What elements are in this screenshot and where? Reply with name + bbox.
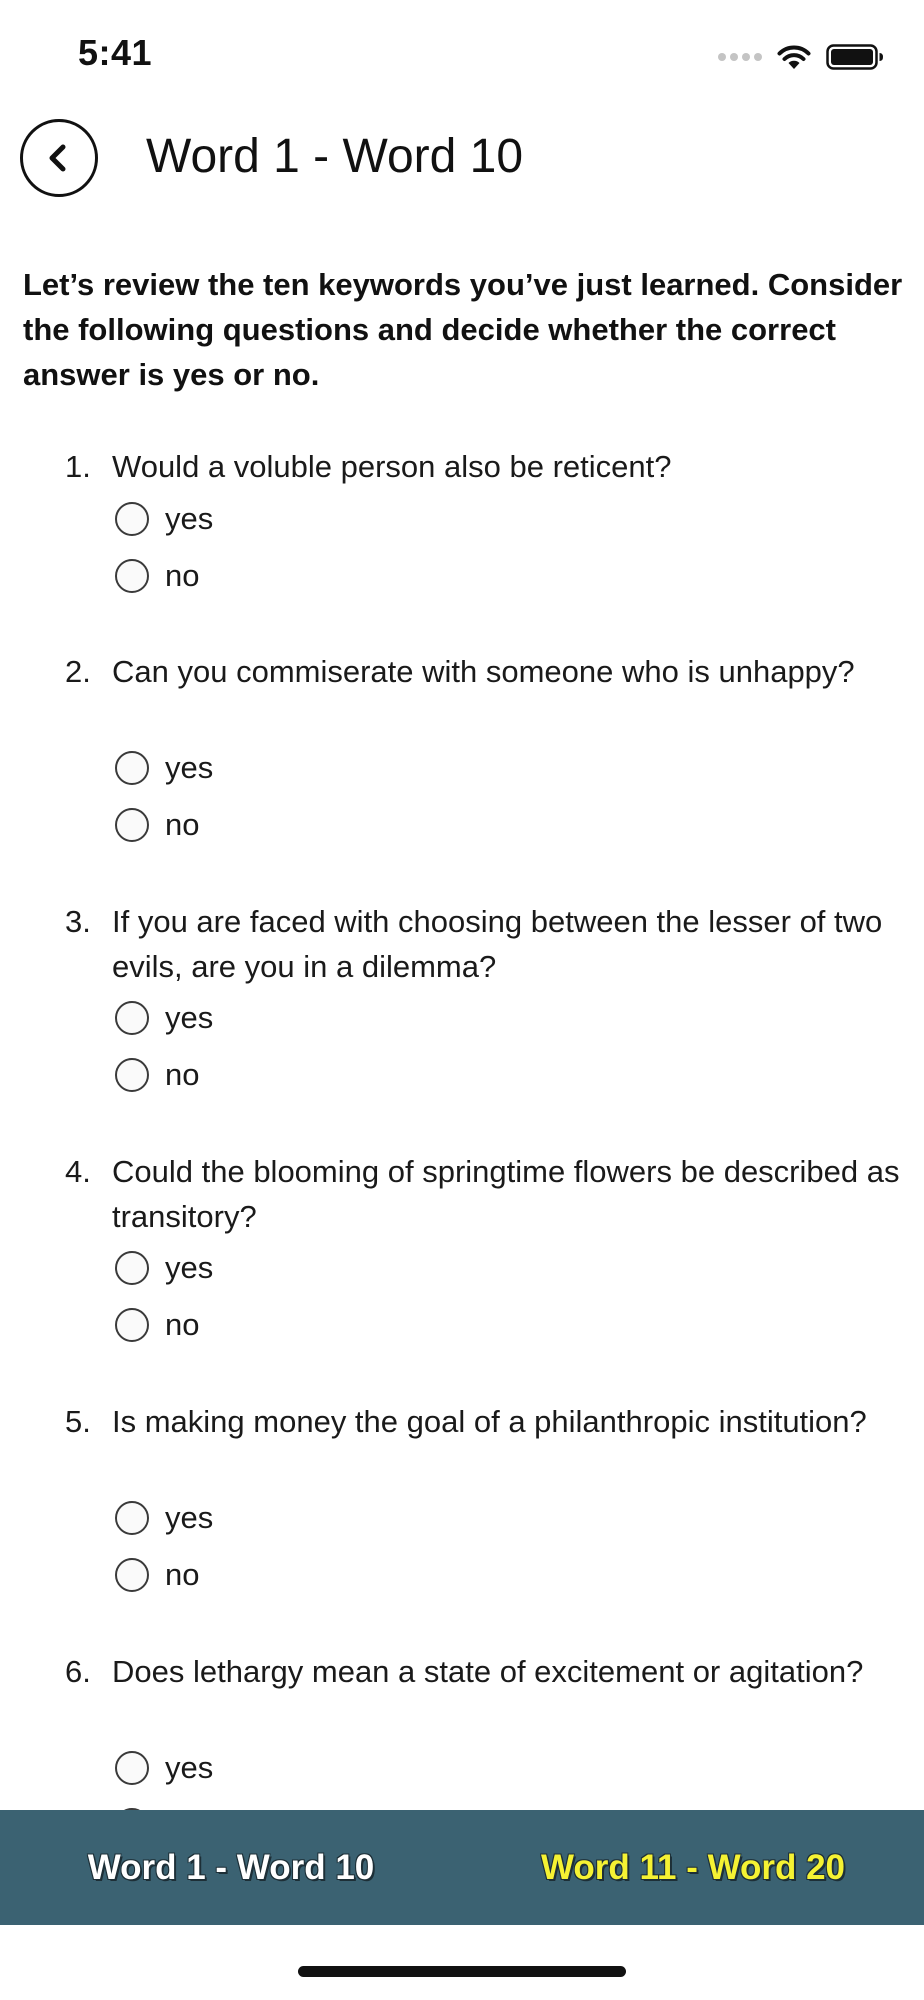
radio-button[interactable]	[115, 1058, 149, 1092]
quiz-content[interactable]	[0, 262, 924, 1810]
back-button[interactable]	[20, 119, 98, 197]
option-label: no	[165, 1307, 200, 1342]
status-bar	[0, 0, 924, 110]
radio-button[interactable]	[115, 1251, 149, 1285]
wifi-icon	[776, 43, 812, 71]
bottom-nav	[0, 1810, 924, 1925]
option-label: yes	[165, 1000, 214, 1035]
radio-button[interactable]	[115, 1558, 149, 1592]
battery-icon	[826, 43, 884, 71]
option-label: no	[165, 1057, 200, 1092]
signal-dots-icon	[718, 53, 762, 61]
option-label: no	[165, 1557, 200, 1592]
question-number: 5.	[65, 1404, 91, 1439]
option-label: no	[165, 558, 200, 593]
option-yes[interactable]	[112, 743, 213, 793]
option-yes[interactable]	[112, 1743, 213, 1793]
question-text: Does lethargy mean a state of excitement or agitation?	[112, 1654, 864, 1689]
page-title: Word 1 - Word 10	[146, 130, 524, 183]
status-time: 5:41	[78, 32, 153, 73]
radio-button[interactable]	[115, 808, 149, 842]
option-yes[interactable]	[112, 1493, 213, 1543]
option-yes[interactable]	[112, 494, 213, 544]
radio-button[interactable]	[115, 1308, 149, 1342]
chevron-left-icon	[39, 138, 79, 178]
intro-text: Let’s review the ten keywords you’ve just learned. Consider the following questions and decide whether the correct answer is yes or no.	[23, 267, 903, 392]
radio-button[interactable]	[115, 1501, 149, 1535]
question-number: 2.	[65, 654, 91, 689]
question-text: If you are faced with choosing between the lesser of two evils, are you in a dilemma?	[112, 904, 883, 984]
nav-word-11-20[interactable]: Word 11 - Word 20	[540, 1847, 846, 1887]
question-number: 3.	[65, 904, 91, 939]
question-text: Would a voluble person also be reticent?	[112, 449, 672, 484]
option-label: yes	[165, 501, 214, 536]
option-no[interactable]	[112, 1050, 199, 1100]
radio-button[interactable]	[115, 1751, 149, 1785]
home-indicator[interactable]	[298, 1966, 626, 1977]
option-label: no	[165, 807, 200, 842]
option-no[interactable]	[112, 1550, 199, 1600]
question-text: Can you commiserate with someone who is unhappy?	[112, 654, 855, 689]
nav-word-1-10[interactable]: Word 1 - Word 10	[87, 1847, 375, 1887]
question-text: Is making money the goal of a philanthropic institution?	[112, 1404, 867, 1439]
option-label: yes	[165, 1750, 214, 1785]
question-text: Could the blooming of springtime flowers be described as transitory?	[112, 1154, 900, 1234]
option-yes[interactable]	[112, 1243, 213, 1293]
radio-button[interactable]	[115, 751, 149, 785]
radio-button[interactable]	[115, 1001, 149, 1035]
option-yes[interactable]	[112, 993, 213, 1043]
option-label: yes	[165, 750, 214, 785]
option-label: yes	[165, 1250, 214, 1285]
option-no[interactable]	[112, 1300, 199, 1350]
header	[0, 115, 924, 205]
radio-button[interactable]	[115, 502, 149, 536]
question-number: 1.	[65, 449, 91, 484]
option-label: yes	[165, 1500, 214, 1535]
status-icons	[718, 40, 884, 74]
option-no[interactable]	[112, 800, 199, 850]
option-no[interactable]	[112, 551, 199, 601]
question-number: 6.	[65, 1654, 91, 1689]
question-number: 4.	[65, 1154, 91, 1189]
radio-button[interactable]	[115, 559, 149, 593]
